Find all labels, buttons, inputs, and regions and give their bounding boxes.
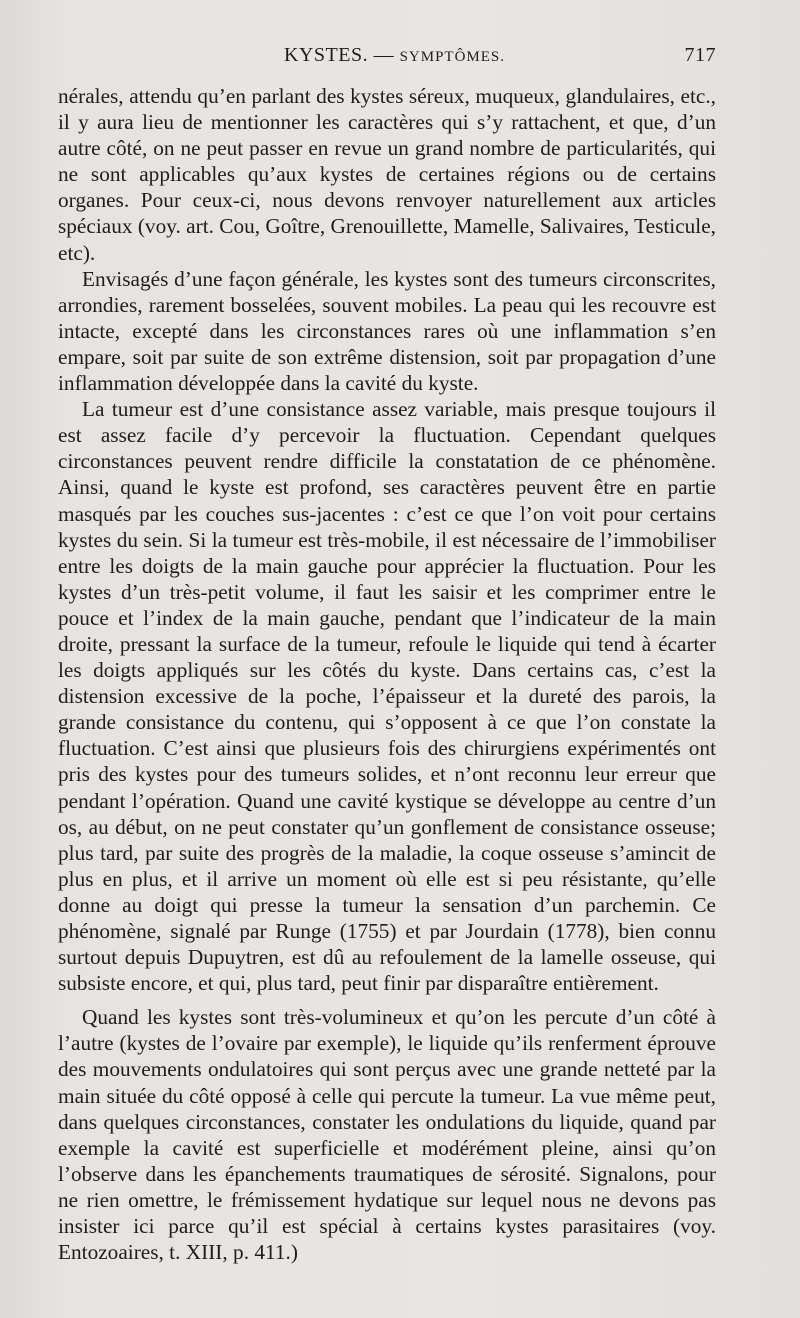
paragraph: Envisagés d’une façon générale, les kystes sont des tumeurs circonscrites, arrondies, rarement bosselées, souvent mobiles. La peau qui les recouvre est intacte, excepté dans les circonstances rares où une inflammation s’en empare, soit par suite de son extrême distension, soit par propagation d’une inflammation développée dans la cavité du kyste.: [58, 266, 716, 396]
paragraph: La tumeur est d’une consistance assez variable, mais presque toujours il est assez facile d’y percevoir la fluctuation. Cependant quelques circonstances peuvent rendre difficile la constatation de ce phénomène. Ainsi, quand le kyste est profond, ses caractères peuvent être en partie masqués par les couches sus-jacentes : c’est ce que l’on voit pour certains kystes du sein. Si la tumeur est très-mobile, il est nécessaire de l’immobiliser entre les doigts de la main gauche pour apprécier la fluctuation. Pour les kystes d’un très-petit volume, il faut les saisir et les comprimer entre le pouce et l’index de la main gauche, pendant que l’indicateur de la main droite, pressant la surface de la tumeur, refoule le liquide qui tend à écarter les doigts appliqués sur les côtés du kyste. Dans certains cas, c’est la distension excessive de la poche, l’épaisseur et la dureté des parois, la grande consistance du contenu, qui s’opposent à ce que l’on constate la fluctuation. C’est ainsi que plusieurs fois des chirurgiens expérimentés ont pris des kystes pour des tumeurs solides, et n’ont reconnu leur erreur que pendant l’opération. Quand une cavité kystique se développe au centre d’un os, au début, on ne peut constater qu’un gonflement de consistance osseuse; plus tard, par suite des progrès de la maladie, la coque osseuse s’amincit de plus en plus, et il arrive un moment où elle est si peu résistante, qu’elle donne au doigt qui presse la tumeur la sensation d’un parchemin. Ce phénomène, signalé par Runge (1755) et par Jourdain (1778), bien connu surtout depuis Dupuytren, est dû au refoulement de la lamelle osseuse, qui subsiste encore, et qui, plus tard, peut finir par disparaître entièrement.: [58, 397, 716, 996]
paragraph: Quand les kystes sont très-volumineux et qu’on les percute d’un côté à l’autre (kystes de l’ovaire par exemple), le liquide qu’ils renferment éprouve des mouvements ondulatoires qui sont perçus avec une grande netteté par la main située du côté opposé à celle qui percute la tumeur. La vue même peut, dans quelques circonstances, constater les ondulations du liquide, quand par exemple la cavité est superficielle et modérément pleine, ainsi qu’on l’observe dans les épanchements traumatiques de sérosité. Signalons, pour ne rien omettre, le frémissement hydatique sur lequel nous ne devons pas insister ici parce qu’il est spécial à certains kystes parasitaires (voy. Entozoaires, t. XIII, p. 411.): [58, 1005, 716, 1265]
body-text: [58, 83, 716, 1265]
running-subtitle: SYMPTÔMES.: [399, 49, 506, 65]
paragraph: nérales, attendu qu’en parlant des kystes séreux, muqueux, glandulaires, etc., il y aura lieu de mentionner les caractères qui s’y rattachent, et que, d’un autre côté, on ne peut passer en revue un grand nombre de particularités, qui ne sont applicables qu’aux kystes de certaines régions ou de certains organes. Pour ceux-ci, nous devons renvoyer naturellement aux articles spéciaux (voy. art. Cou, Goître, Grenouillette, Mamelle, Salivaires, Testicule, etc).: [58, 84, 716, 265]
running-title: KYSTES. — SYMPTÔMES.: [284, 44, 506, 66]
running-header: [58, 44, 716, 78]
page-number: 717: [684, 44, 716, 66]
